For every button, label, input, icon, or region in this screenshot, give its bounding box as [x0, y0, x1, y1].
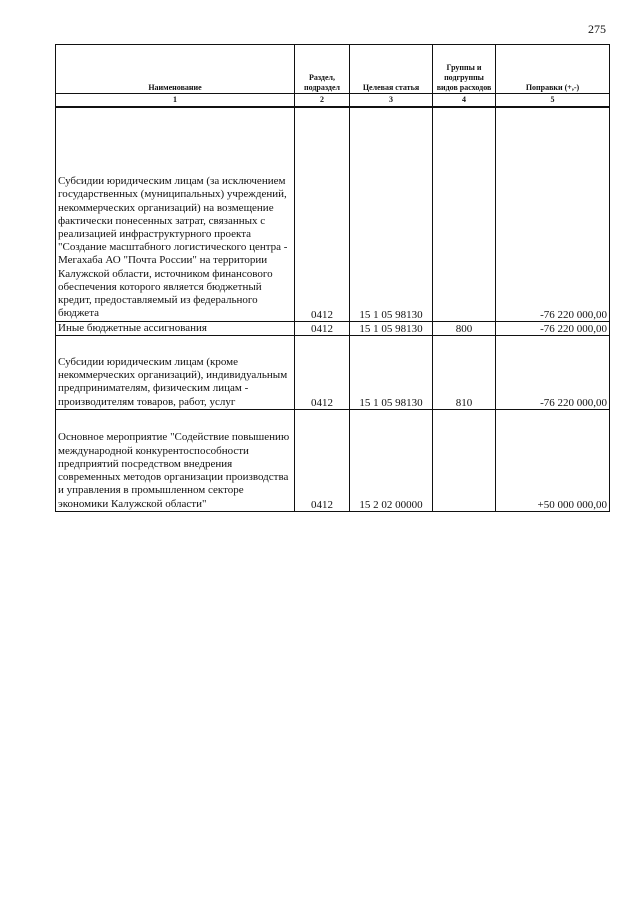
row-amount: -76 220 000,00	[496, 107, 610, 321]
row-amount: -76 220 000,00	[496, 335, 610, 409]
table-row	[56, 409, 610, 511]
row-section: 0412	[295, 409, 350, 511]
table-row	[56, 335, 610, 409]
column-number-row	[56, 94, 610, 108]
header-name: Наименование	[56, 45, 295, 94]
row-section: 0412	[295, 321, 350, 335]
column-number: 5	[496, 94, 610, 108]
budget-amendments-table	[55, 44, 610, 512]
row-group: 810	[433, 335, 496, 409]
column-number: 4	[433, 94, 496, 108]
row-target: 15 1 05 98130	[350, 321, 433, 335]
row-name: Иные бюджетные ассигнования	[56, 321, 295, 335]
header-groups: Группы и подгруппы видов расходов	[433, 45, 496, 94]
table-row	[56, 107, 610, 321]
header-section: Раздел, подраздел	[295, 45, 350, 94]
row-target: 15 1 05 98130	[350, 107, 433, 321]
row-group	[433, 409, 496, 511]
column-number: 3	[350, 94, 433, 108]
row-target: 15 2 02 00000	[350, 409, 433, 511]
row-amount: +50 000 000,00	[496, 409, 610, 511]
row-section: 0412	[295, 335, 350, 409]
table-row	[56, 321, 610, 335]
column-number: 1	[56, 94, 295, 108]
column-number: 2	[295, 94, 350, 108]
header-target: Целевая статья	[350, 45, 433, 94]
row-group: 800	[433, 321, 496, 335]
row-group	[433, 107, 496, 321]
page-number: 275	[588, 22, 606, 36]
row-target: 15 1 05 98130	[350, 335, 433, 409]
row-section: 0412	[295, 107, 350, 321]
row-name: Субсидии юридическим лицам (за исключением государственных (муниципальных) учреждений, некоммерческих организаций) на возмещение фактически понесенных затрат, связанных с реализацией инфраструктурного проекта "Создание масштабного логистического центра - Мегахаба АО "Почта России" на территории Калужской области, источником финансового обеспечения которого является бюджетный кредит, предоставляемый из федерального бюджета	[56, 107, 295, 321]
row-name: Основное мероприятие "Содействие повышению международной конкурентоспособности предприятий посредством внедрения современных методов организации производства и управления в промышленном секторе экономики Калужской области"	[56, 409, 295, 511]
row-name: Субсидии юридическим лицам (кроме некоммерческих организаций), индивидуальным предпринимателям, физическим лицам - производителям товаров, работ, услуг	[56, 335, 295, 409]
row-amount: -76 220 000,00	[496, 321, 610, 335]
table-header-row	[56, 45, 610, 94]
header-amendments: Поправки (+,-)	[496, 45, 610, 94]
